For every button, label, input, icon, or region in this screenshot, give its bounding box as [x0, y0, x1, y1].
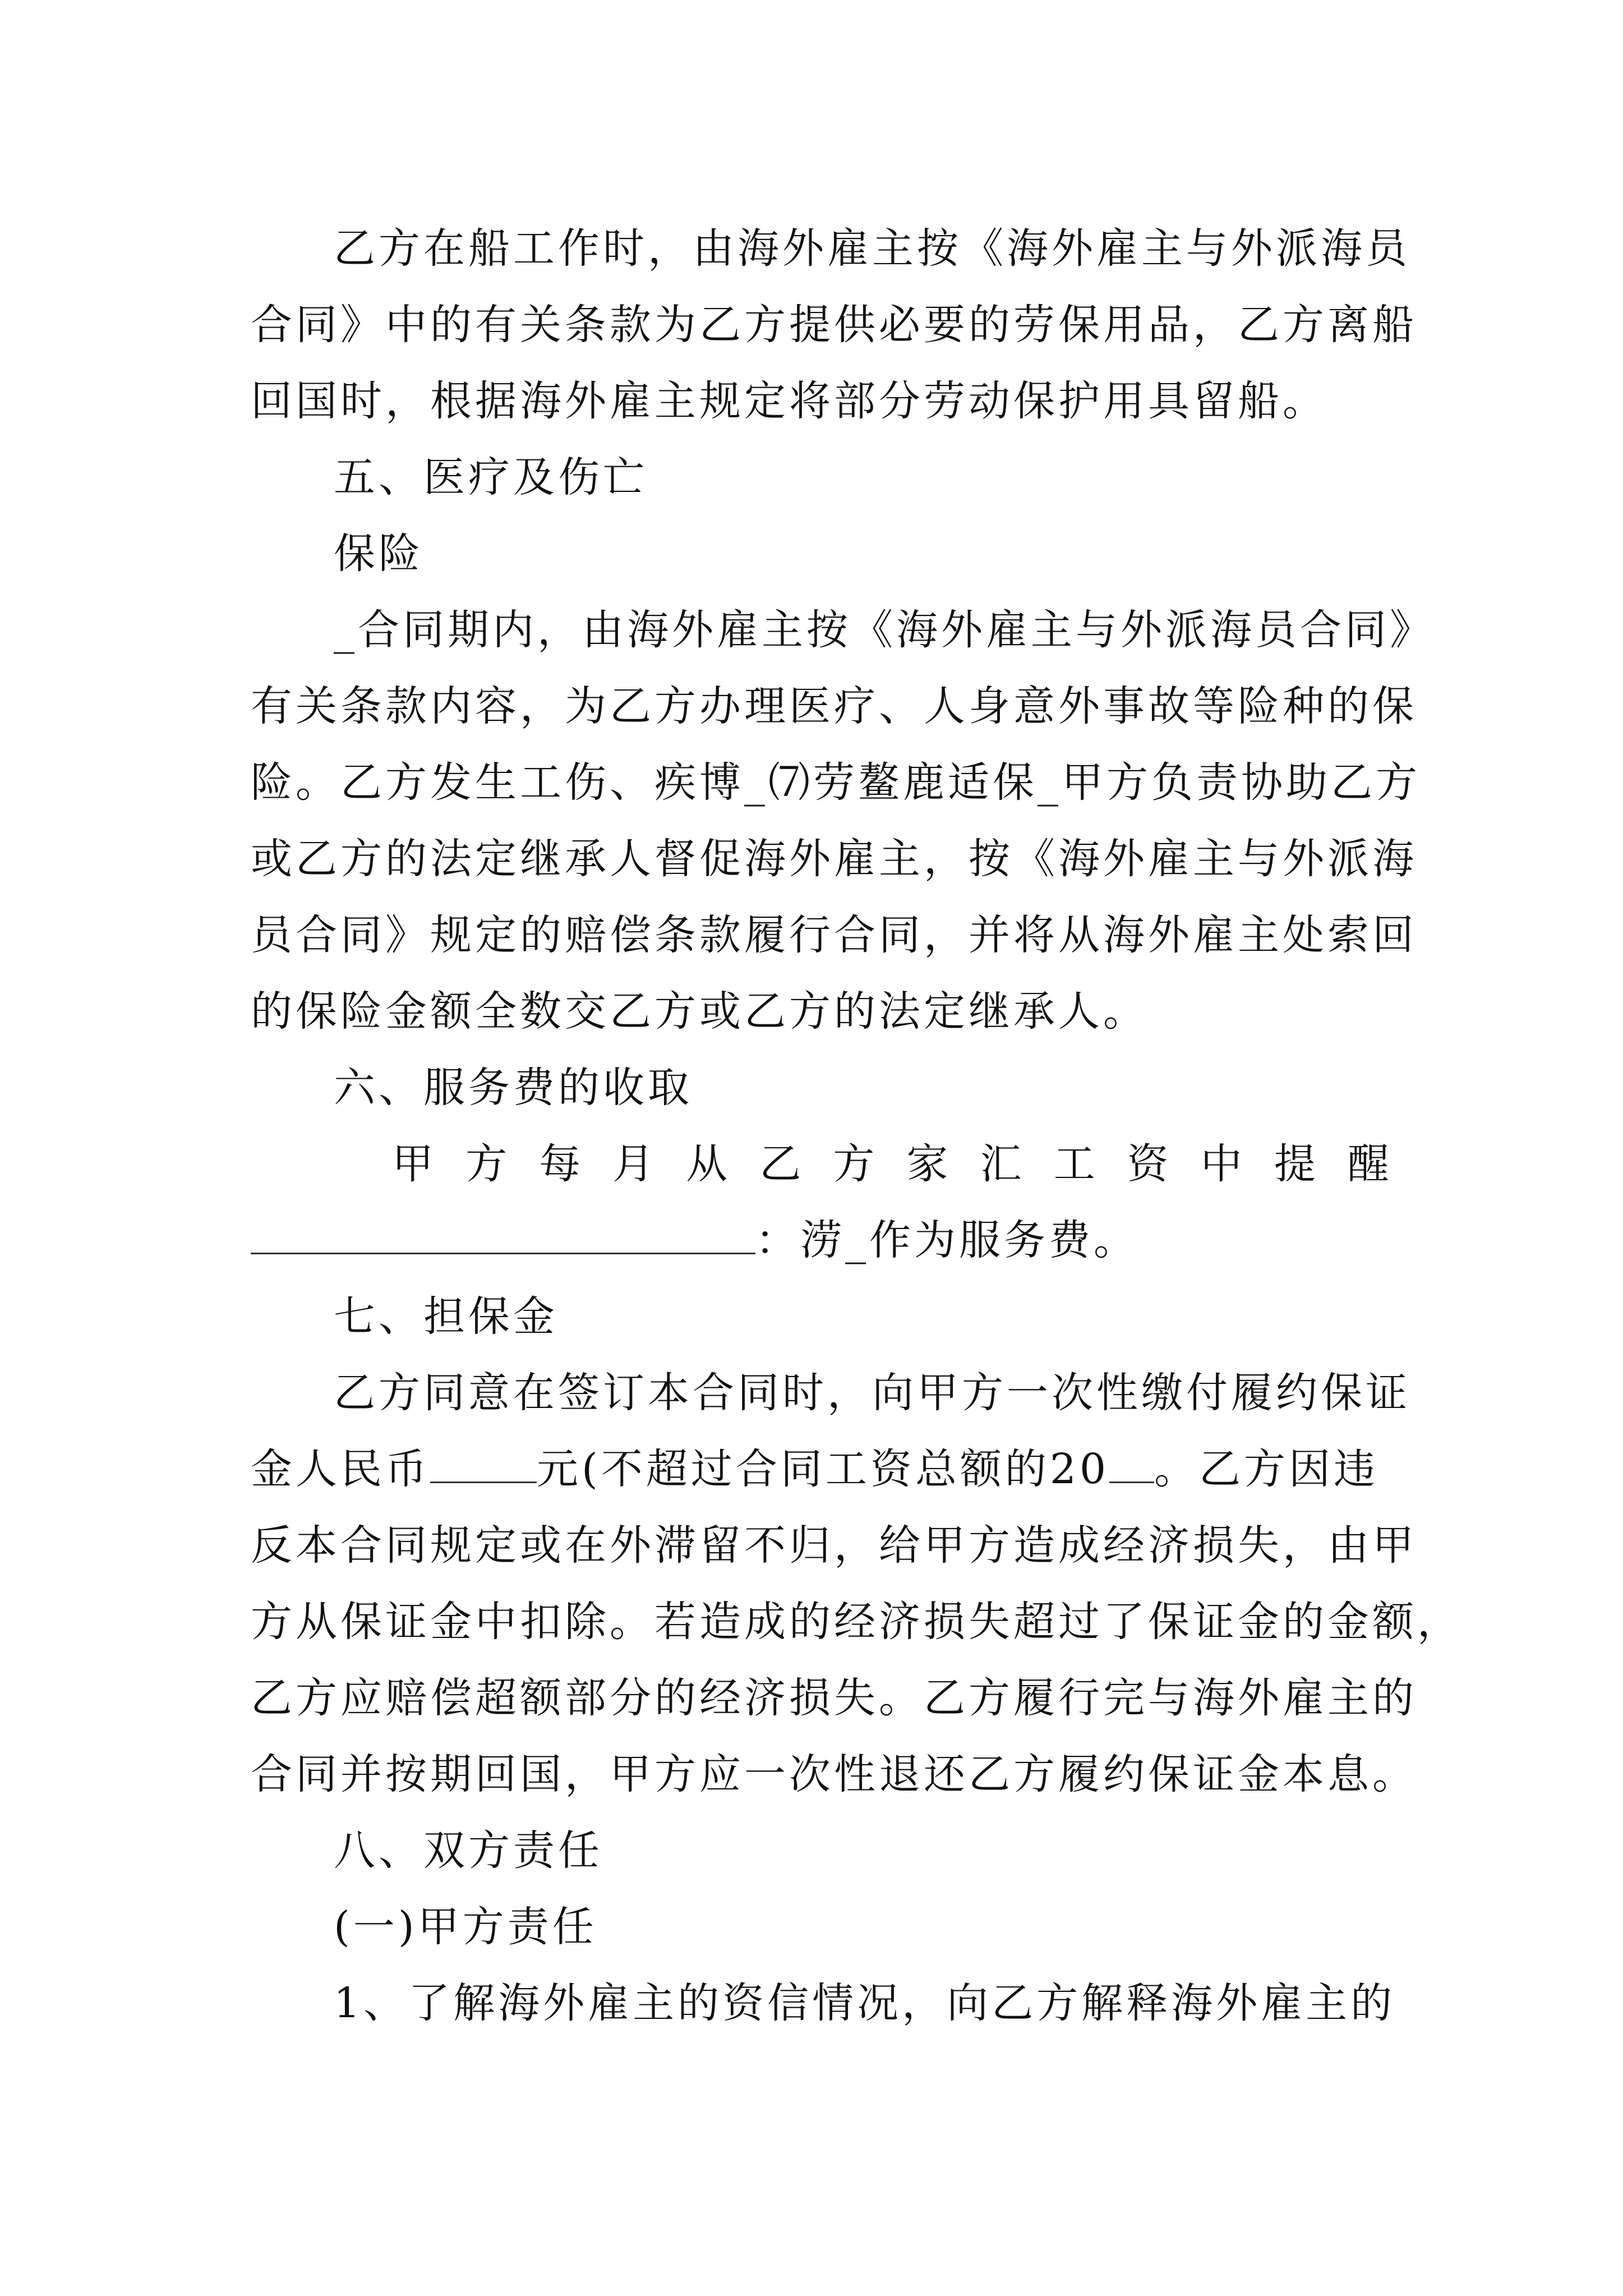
paragraph-block — [251, 210, 1435, 1126]
spaced-char: 家 — [906, 1140, 948, 1188]
spaced-char: 每 — [539, 1140, 581, 1188]
text-line: 1、了解海外雇主的资信情况，向乙方解释海外雇主的 — [334, 1979, 1396, 2027]
text-line: 合同并按期回国，甲方应一次性退还乙方履约保证金本息。 — [251, 1750, 1417, 1798]
text-line: 六、服务费的收取 — [334, 1064, 693, 1112]
text-line: 乙方应赔偿超额部分的经济损失。乙方履行完与海外雇主的 — [251, 1674, 1417, 1722]
text-line: 员合同》规定的赔偿条款履行合同，并将从海外雇主处索回 — [251, 911, 1417, 959]
text-line: 方从保证金中扣除。若造成的经济损失超过了保证金的金额， — [251, 1598, 1462, 1646]
paragraph-block — [251, 1507, 1462, 2041]
text-line: 或乙方的法定继承人督促海外雇主，按《海外雇主与外派海 — [251, 835, 1417, 883]
spaced-char: 提 — [1274, 1140, 1316, 1188]
fee-line-text: ：涝_作为服务费。 — [755, 1216, 1138, 1264]
text-line: 险。乙方发生工伤、疾博_⑺劳鳌鹿适保_甲方负责协助乙方 — [251, 758, 1421, 807]
spaced-char: 资 — [1127, 1140, 1169, 1188]
deposit-line — [251, 1431, 1389, 1507]
paragraph-block — [251, 1278, 1410, 1431]
document-page — [251, 210, 1462, 2041]
spaced-char: 醒 — [1347, 1140, 1389, 1188]
text-line: (一)甲方责任 — [334, 1903, 597, 1951]
spaced-char: 甲 — [392, 1140, 434, 1188]
deposit-line-after: 元(不超过合同工资总额的20 — [537, 1445, 1110, 1493]
text-line: 五、医疗及伤亡 — [334, 453, 648, 501]
text-line: 的保险金额全数交乙方或乙方的法定继承人。 — [251, 987, 1148, 1036]
spaced-char: 方 — [465, 1140, 508, 1188]
spaced-fee-line — [251, 1126, 1389, 1202]
deposit-amount-blank — [430, 1478, 537, 1483]
deposit-line-before: 金人民币 — [251, 1445, 430, 1493]
text-line: _合同期内，由海外雇主按《海外雇主与外派海员合同》 — [334, 606, 1435, 654]
text-line: 乙方同意在签订本合同时，向甲方一次性缴付履约保证 — [334, 1369, 1410, 1417]
text-line: 七、担保金 — [334, 1292, 558, 1341]
text-line: 反本合同规定或在外滞留不归，给甲方造成经济损失，由甲 — [251, 1521, 1417, 1570]
text-line: 八、双方责任 — [334, 1826, 603, 1875]
text-line: 乙方在船工作时，由海外雇主按《海外雇主与外派海员 — [334, 224, 1410, 273]
spaced-char: 中 — [1200, 1140, 1242, 1188]
spaced-char: 从 — [686, 1140, 728, 1188]
spaced-char: 月 — [612, 1140, 654, 1188]
text-line: 有关条款内容，为乙方办理医疗、人身意外事故等险种的保 — [251, 682, 1417, 730]
spaced-char: 工 — [1053, 1140, 1095, 1188]
spaced-char: 乙 — [759, 1140, 801, 1188]
spaced-char: 汇 — [980, 1140, 1022, 1188]
spaced-char: 方 — [833, 1140, 875, 1188]
fee-line — [251, 1202, 1389, 1278]
deposit-percent-blank — [1109, 1478, 1154, 1483]
text-line: 合同》中的有关条款为乙方提供必要的劳保用品，乙方离船 — [251, 301, 1417, 349]
text-line: 保险 — [334, 530, 423, 578]
deposit-line-end: 。乙方因违 — [1154, 1445, 1379, 1493]
text-line: 回国时，根据海外雇主规定将部分劳动保护用具留船。 — [251, 377, 1327, 425]
fee-blank — [251, 1249, 755, 1254]
